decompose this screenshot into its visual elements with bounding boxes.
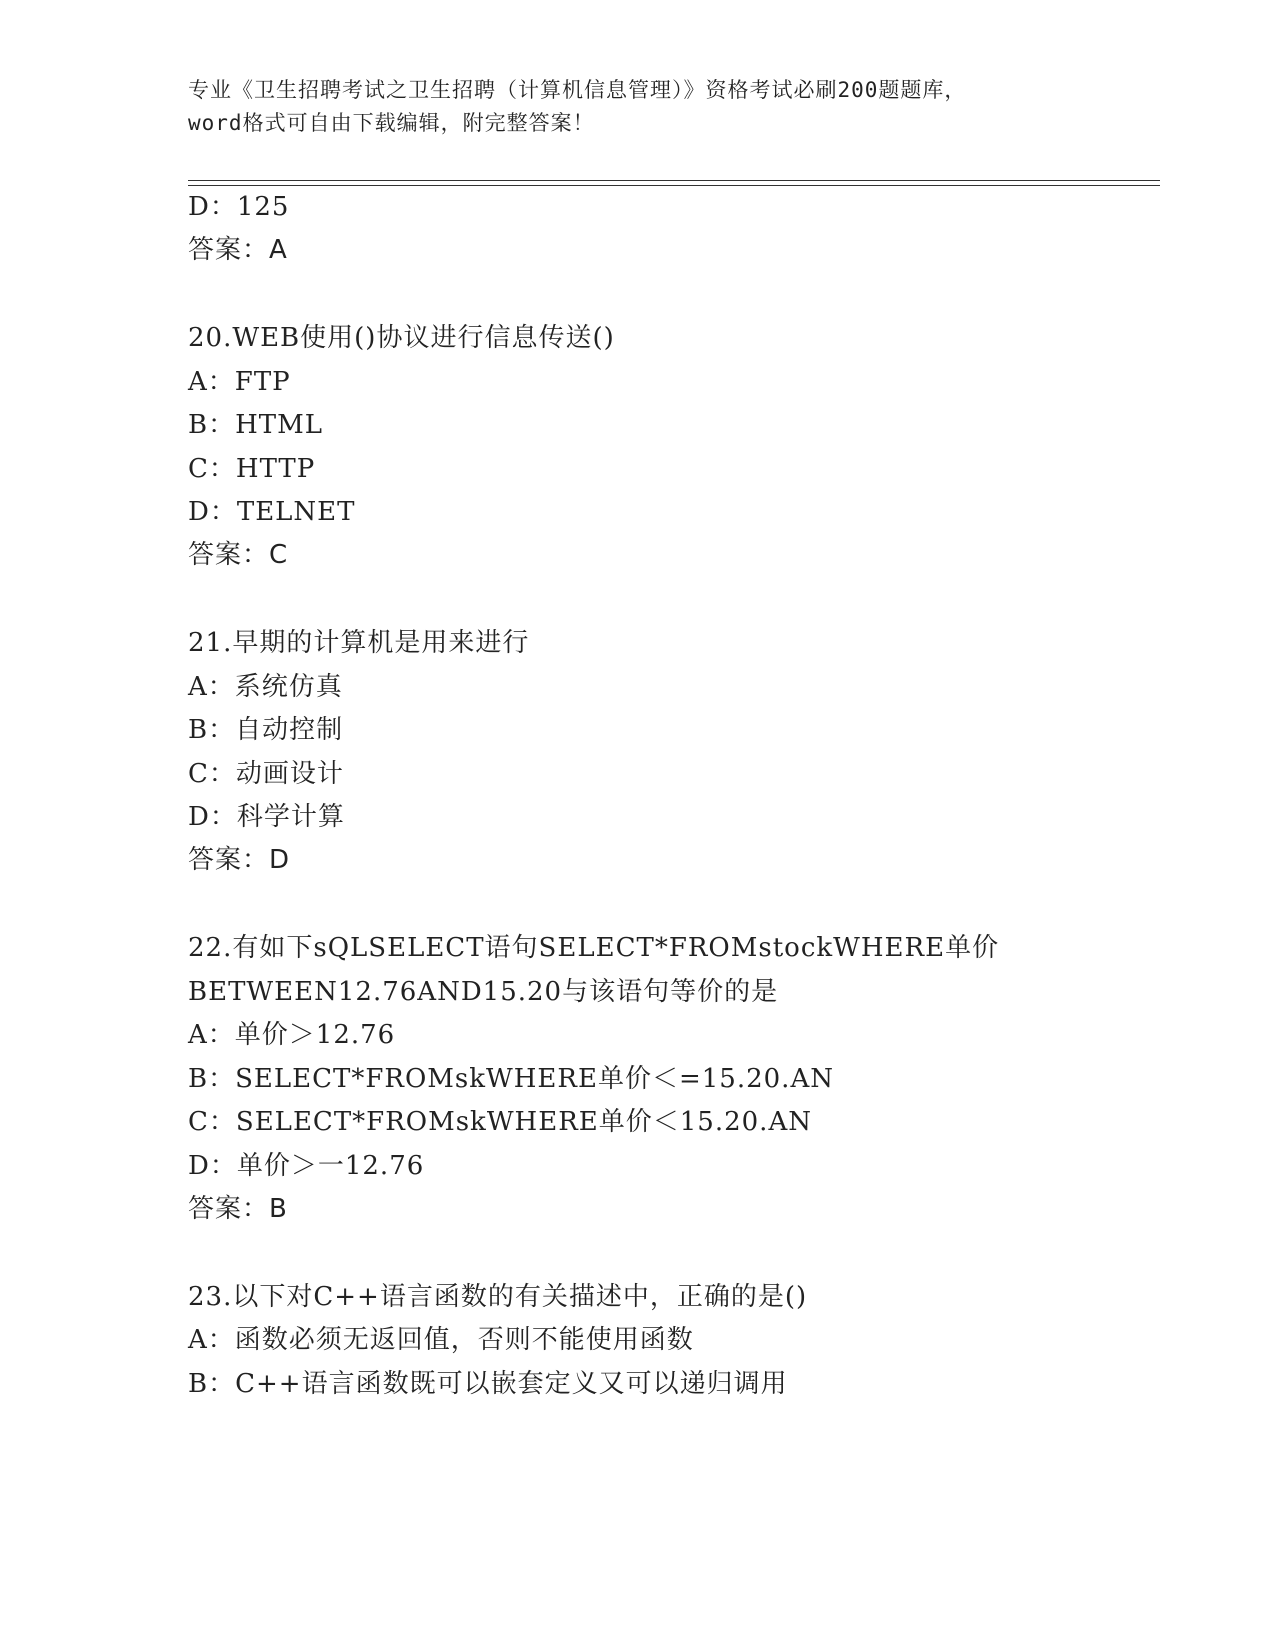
option-line: B：HTML [188,410,324,440]
option-line: C：SELECT*FROMskWHERE单价＜15.20.AN [188,1107,812,1137]
option-line: A：FTP [188,367,291,397]
option-line: A：系统仿真 [188,672,343,702]
option-line: D：科学计算 [188,802,345,832]
option-line: A：单价＞12.76 [188,1020,396,1050]
option-line: B：自动控制 [188,715,344,745]
option-line: B：C++语言函数既可以嵌套定义又可以递归调用 [188,1369,788,1399]
option-line: C：HTTP [188,454,316,484]
question-line: 22.有如下sQLSELECT语句SELECT*FROMstockWHERE单价 [188,933,1000,963]
answer-line: 答案：C [188,540,289,570]
option-line: D：TELNET [188,497,356,527]
answer-line: 答案：D [188,845,291,875]
option-line: A：函数必须无返回值，否则不能使用函数 [188,1325,694,1355]
header-divider-bottom [188,185,1160,186]
question-line: 20.WEB使用()协议进行信息传送() [188,323,615,353]
option-line: D：单价＞一12.76 [188,1151,425,1181]
header-line-2: word格式可自由下载编辑，附完整答案！ [188,111,595,135]
header-divider-top [188,180,1160,181]
question-line: 21.早期的计算机是用来进行 [188,628,530,658]
option-line: C：动画设计 [188,759,344,789]
answer-line: 答案：A [188,235,288,265]
option-line: D：125 [188,192,290,222]
header-line-1: 专业《卫生招聘考试之卫生招聘（计算机信息管理）》资格考试必刷200题题库， [188,78,967,102]
option-line: B：SELECT*FROMskWHERE单价＜=15.20.AN [188,1064,834,1094]
answer-line: 答案：B [188,1194,288,1224]
question-line: 23.以下对C++语言函数的有关描述中，正确的是() [188,1282,808,1312]
document-header [188,74,1108,140]
question-line: BETWEEN12.76AND15.20与该语句等价的是 [188,977,779,1007]
